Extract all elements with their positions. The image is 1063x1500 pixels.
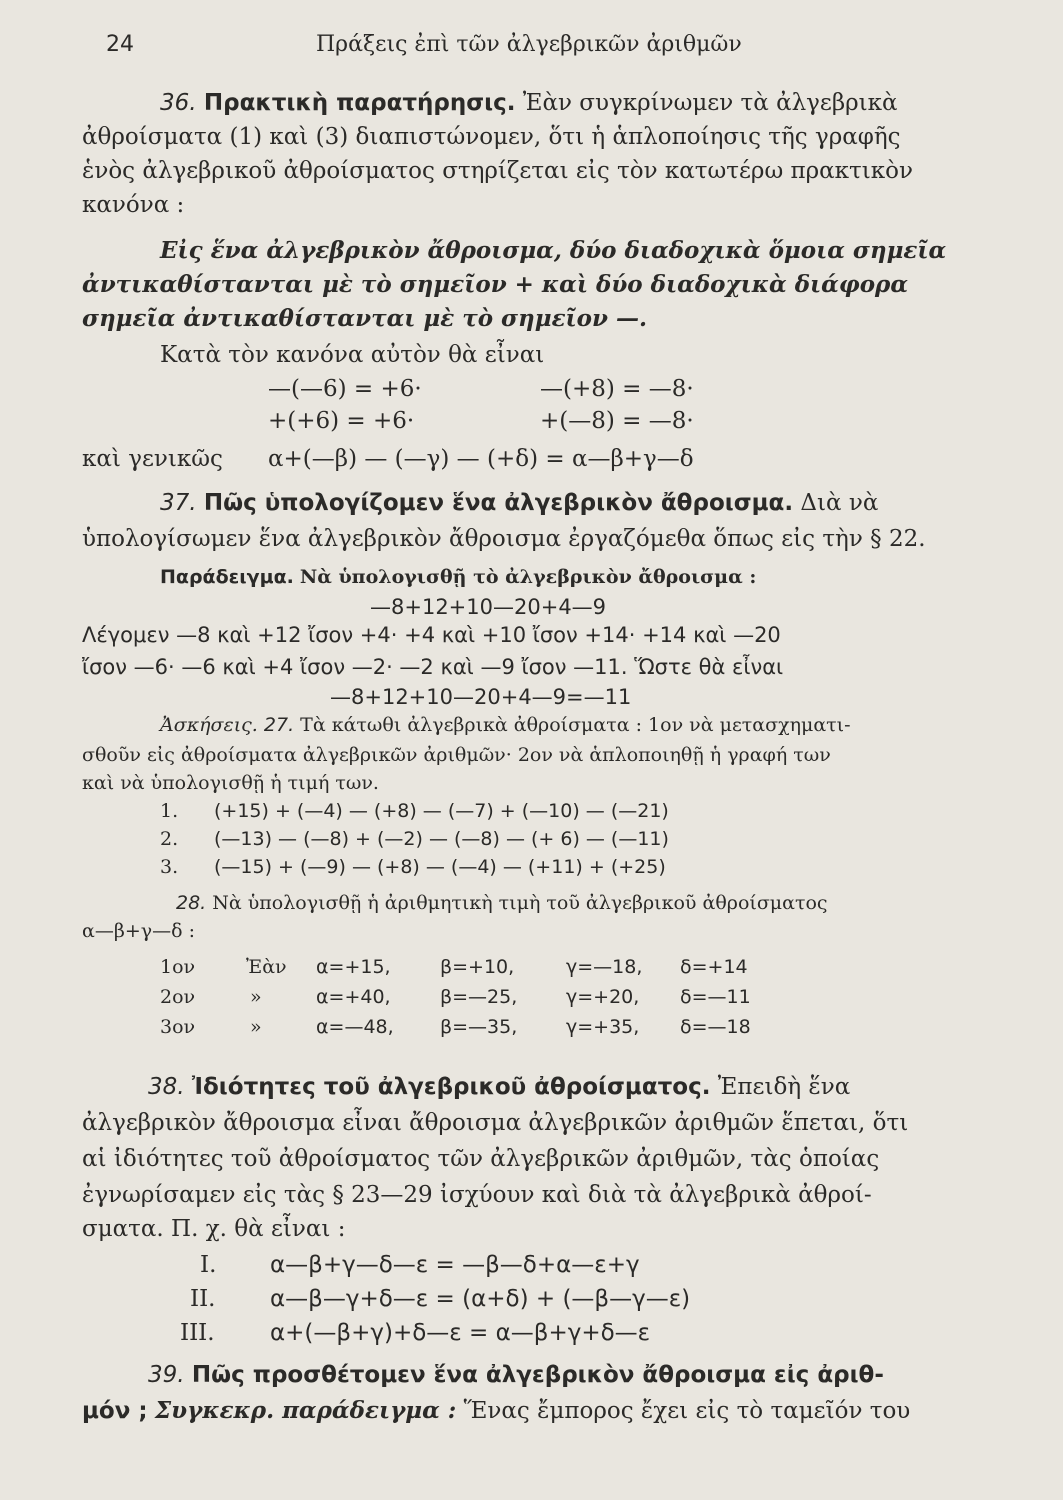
paragraph-line: κανόνα : [82,192,185,218]
property-expression: α—β—γ+δ—ε = (α+δ) + (—β—γ—ε) [270,1286,691,1312]
example-subtitle: Συγκεκρ. παράδειγμα : [154,1397,457,1424]
section-number: 37. [160,490,197,516]
paragraph-line: Κατὰ τὸν κανόνα αὐτὸν θὰ εἶναι [160,342,545,368]
value-alpha: α=+40, [316,986,391,1008]
paragraph-line: ἑνὸς ἀλγεβρικοῦ ἀθροίσματος στηρίζεται εἰς τὸν κατωτέρω πρακτικὸν [82,158,913,184]
exercises-label: Ἀσκήσεις. [160,714,258,736]
section-number: 39. [148,1362,185,1388]
row-lead: » [250,1016,262,1038]
paragraph-line: σματα. Π. χ. θὰ εἶναι : [82,1216,346,1242]
exercise-item-number: 2. [160,828,179,850]
text: Ἐπειδὴ ἕνα [717,1074,851,1100]
paragraph-line: ἀλγεβρικὸν ἄθροισμα εἶναι ἄθροισμα ἀλγεβρικῶν ἀριθμῶν ἕπεται, ὅτι [82,1110,909,1136]
row-ordinal: 3ον [160,1016,196,1038]
exercise-line: καὶ νὰ ὑπολογισθῇ ἡ τιμή των. [82,772,379,794]
general-equation: α+(—β) — (—γ) — (+δ) = α—β+γ—δ [268,446,694,472]
value-delta: δ=—11 [680,986,751,1008]
section-title: Πρακτικὴ παρατήρησις. [203,90,516,116]
row-lead: » [250,986,262,1008]
exercise-item-expression: (—13) — (—8) + (—2) — (—8) — (+ 6) — (—11) [214,828,669,850]
exercise-number: 28. [176,892,207,914]
paragraph-line: ἀθροίσματα (1) καὶ (3) διαπιστώνομεν, ὅτι ἡ ἁπλοποίησις τῆς γραφῆς [82,124,901,150]
value-beta: β=—35, [440,1016,518,1038]
section-39-line-2 [82,1396,910,1426]
value-gamma: γ=+20, [566,986,640,1008]
property-number: II. [190,1286,216,1312]
example-line [160,564,756,590]
section-title-cont: μόν ; [82,1398,148,1424]
exercise-item-number: 3. [160,856,179,878]
section-36-line-1 [160,88,898,118]
running-title: Πράξεις ἐπὶ τῶν ἀλγεβρικῶν ἀριθμῶν [316,32,742,57]
general-label: καὶ γενικῶς [82,446,223,472]
text: Ἐὰν συγκρίνωμεν τὰ ἀλγεβρικὰ [522,90,898,116]
text: Τὰ κάτωθι ἀλγεβρικὰ ἀθροίσματα : 1ον νὰ μετασχηματι- [300,714,851,736]
example-result: —8+12+10—20+4—9=—11 [330,685,632,709]
value-delta: δ=—18 [680,1016,751,1038]
property-expression: α—β+γ—δ—ε = —β—δ+α—ε+γ [270,1252,640,1278]
section-37-line-1 [160,488,878,518]
equation: +(—8) = —8· [540,408,694,434]
row-ordinal: 1ον [160,956,196,978]
rule-line: σημεῖα ἀντικαθίστανται μὲ τὸ σημεῖον —. [82,305,647,332]
property-number: III. [180,1320,215,1346]
exercise-item-expression: (—15) + (—9) — (+8) — (—4) — (+11) + (+25) [214,856,666,878]
text: Διὰ νὰ [800,490,879,516]
row-lead: Ἐὰν [246,956,287,978]
text: Νὰ ὑπολογισθῇ ἡ ἀριθμητικὴ τιμὴ τοῦ ἀλγεβρικοῦ ἀθροίσματος [212,892,828,914]
example-steps: ἴσον —6· —6 καὶ +4 ἴσον —2· —2 καὶ —9 ἴσον —11. Ὥστε θὰ εἶναι [82,655,784,679]
equation: —(—6) = +6· [268,376,422,402]
exercise-28-line-1 [176,890,828,916]
section-number: 38. [148,1074,185,1100]
exercise-item-expression: (+15) + (—4) — (+8) — (—7) + (—10) — (—21) [214,800,669,822]
section-38-line-1 [148,1072,850,1102]
property-expression: α+(—β+γ)+δ—ε = α—β+γ+δ—ε [270,1320,651,1346]
value-gamma: γ=+35, [566,1016,640,1038]
value-delta: δ=+14 [680,956,748,978]
value-gamma: γ=—18, [566,956,643,978]
example-steps: Λέγομεν —8 καὶ +12 ἴσον +4· +4 καὶ +10 ἴσον +14· +14 καὶ —20 [82,623,781,647]
section-title: Πῶς ὑπολογίζομεν ἕνα ἀλγεβρικὸν ἄθροισμα. [203,490,794,516]
equation: —(+8) = —8· [540,376,694,402]
example-expression: —8+12+10—20+4—9 [370,595,607,619]
section-title: Ἰδιότητες τοῦ ἀλγεβρικοῦ ἀθροίσματος. [191,1074,711,1100]
text: Ἕνας ἔμπορος ἔχει εἰς τὸ ταμεῖόν του [463,1398,911,1424]
section-title: Πῶς προσθέτομεν ἕνα ἀλγεβρικὸν ἄθροισμα εἰς ἀριθ- [191,1362,884,1388]
section-39-line-1 [148,1360,884,1390]
paragraph-line: αἱ ἰδιότητες τοῦ ἀθροίσματος τῶν ἀλγεβρικῶν ἀριθμῶν, τὰς ὁποίας [82,1146,880,1172]
rule-line: Εἰς ἕνα ἀλγεβρικὸν ἄθροισμα, δύο διαδοχικὰ ὅμοια σημεῖα [160,237,947,264]
row-ordinal: 2ον [160,986,196,1008]
paragraph-line: ἐγνωρίσαμεν εἰς τὰς § 23—29 ἰσχύουν καὶ διὰ τὰ ἀλγεβρικὰ ἀθροί- [82,1182,872,1208]
page-number: 24 [106,32,134,57]
value-beta: β=+10, [440,956,515,978]
equation: +(+6) = +6· [268,408,415,434]
section-number: 36. [160,90,197,116]
exercise-27-line-1 [160,712,851,738]
example-text: Νὰ ὑπολογισθῇ τὸ ἀλγεβρικὸν ἄθροισμα : [299,566,757,588]
exercise-item-number: 1. [160,800,179,822]
exercise-line: α—β+γ—δ : [82,920,195,942]
value-alpha: α=—48, [316,1016,394,1038]
exercise-line: σθοῦν εἰς ἀθροίσματα ἀλγεβρικῶν ἀριθμῶν· 2ον νὰ ἁπλοποιηθῇ ἡ γραφή των [82,744,831,766]
rule-line: ἀντικαθίστανται μὲ τὸ σημεῖον + καὶ δύο διαδοχικὰ διάφορα [82,271,909,298]
paragraph-line: ὑπολογίσωμεν ἕνα ἀλγεβρικὸν ἄθροισμα ἐργαζόμεθα ὅπως εἰς τὴν § 22. [82,526,926,552]
example-label: Παράδειγμα. [160,566,294,588]
exercise-number: 27. [263,714,295,736]
value-beta: β=—25, [440,986,518,1008]
property-number: I. [200,1252,217,1278]
value-alpha: α=+15, [316,956,391,978]
